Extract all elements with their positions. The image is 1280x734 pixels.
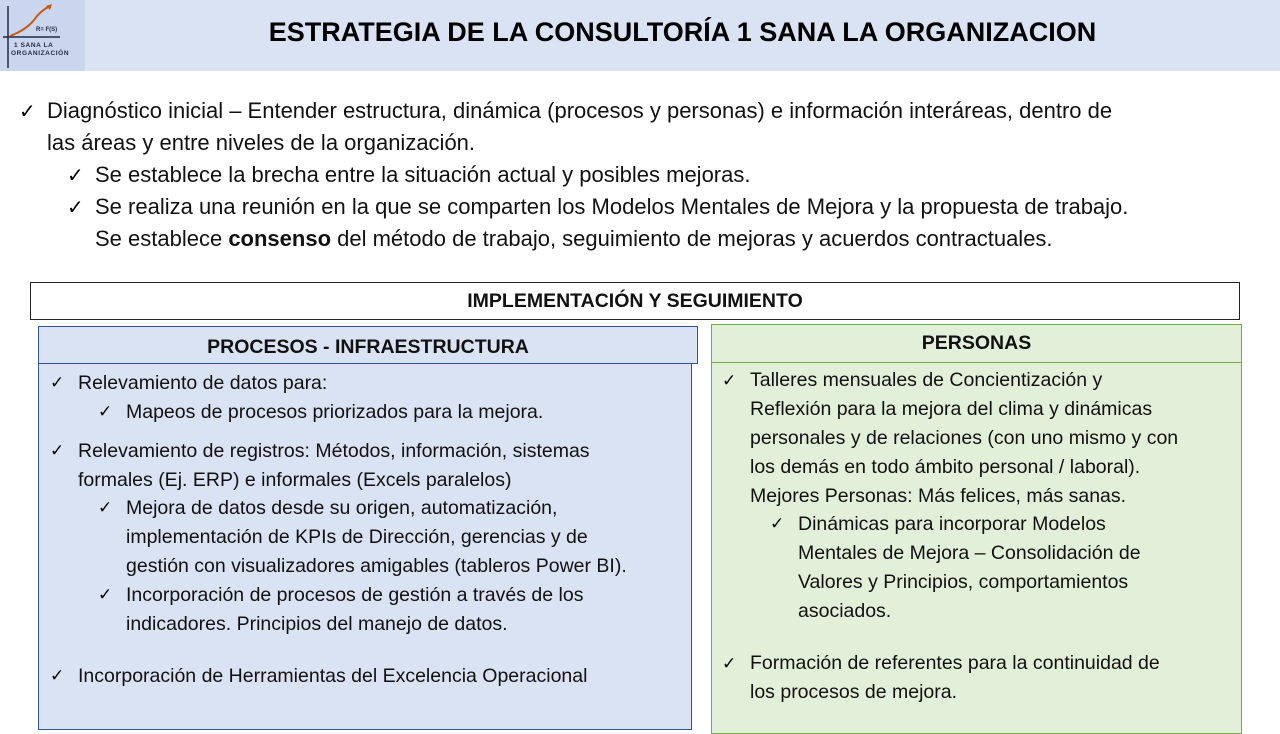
intro-line-2: las áreas y entre niveles de la organización.	[47, 130, 476, 155]
procesos-item-2-line-2: formales (Ej. ERP) e informales (Excels paralelos)	[78, 469, 512, 491]
check-icon: ✓	[98, 498, 113, 517]
logo-text-line2: ORGANIZACIÓN	[11, 50, 70, 57]
personas-item-1-sub-1-line-1: Dinámicas para incorporar Modelos	[798, 513, 1106, 535]
company-logo	[0, 0, 85, 71]
check-icon: ✓	[98, 585, 113, 604]
personas-item-2-line-2: los procesos de mejora.	[750, 681, 958, 703]
check-icon: ✓	[722, 371, 737, 390]
growth-chart-icon	[0, 0, 85, 71]
check-icon: ✓	[19, 101, 36, 123]
personas-heading: PERSONAS	[711, 324, 1242, 363]
procesos-item-2-line-1: Relevamiento de registros: Métodos, información, sistemas	[78, 440, 590, 462]
procesos-item-2-sub-1-line-1: Mejora de datos desde su origen, automatización,	[126, 497, 558, 519]
personas-item-1-line-4: los demás en todo ámbito personal / laboral).	[750, 456, 1141, 478]
personas-item-1-sub-1-line-4: asociados.	[798, 600, 892, 622]
page-title: ESTRATEGIA DE LA CONSULTORÍA 1 SANA LA ORGANIZACION	[268, 17, 1097, 47]
procesos-heading: PROCESOS - INFRAESTRUCTURA	[38, 326, 698, 364]
procesos-item-3: Incorporación de Herramientas del Excelencia Operacional	[78, 665, 588, 687]
intro-line-1: Diagnóstico inicial – Entender estructura, dinámica (procesos y personas) e información interáreas, dentro de	[47, 98, 1113, 123]
personas-item-1-sub-1-line-2: Mentales de Mejora – Consolidación de	[798, 542, 1141, 564]
check-icon: ✓	[50, 666, 65, 685]
personas-item-1-line-1: Talleres mensuales de Concientización y	[750, 369, 1103, 391]
check-icon: ✓	[50, 441, 65, 460]
procesos-item-2-sub-2-line-1: Incorporación de procesos de gestión a través de los	[126, 584, 584, 606]
procesos-item-1: Relevamiento de datos para:	[78, 372, 328, 394]
procesos-item-1-sub-1: Mapeos de procesos priorizados para la mejora.	[126, 401, 544, 423]
check-icon: ✓	[67, 165, 84, 187]
procesos-item-2-sub-1-line-3: gestión con visualizadores amigables (tableros Power BI).	[126, 555, 627, 577]
text-run: del método de trabajo, seguimiento de mejoras y acuerdos contractuales.	[331, 226, 1053, 251]
header-band	[0, 0, 1280, 71]
personas-item-1-line-2: Reflexión para la mejora del clima y dinámicas	[750, 398, 1153, 420]
logo-text-line1: 1 SANA LA	[14, 42, 54, 49]
consenso-keyword: consenso	[228, 226, 332, 251]
intro-sub-2-line-1: Se realiza una reunión en la que se comparten los Modelos Mentales de Mejora y la propuesta de trabajo.	[95, 194, 1129, 219]
check-icon: ✓	[770, 514, 785, 533]
personas-item-2-line-1: Formación de referentes para la continuidad de	[750, 652, 1160, 674]
logo-formula: R= F(S)	[36, 27, 58, 33]
procesos-item-2-sub-2-line-2: indicadores. Principios del manejo de datos.	[126, 613, 508, 635]
intro-sub-1: Se establece la brecha entre la situación actual y posibles mejoras.	[95, 162, 751, 187]
text-run: Se establece	[95, 226, 229, 251]
personas-item-1-line-5: Mejores Personas: Más felices, más sanas.	[750, 485, 1127, 507]
check-icon: ✓	[722, 654, 737, 673]
personas-item-1-line-3: personales y de relaciones (con uno mismo y con	[750, 427, 1179, 449]
intro-sub-2-line-2	[95, 223, 1053, 255]
check-icon: ✓	[50, 373, 65, 392]
implementation-heading: IMPLEMENTACIÓN Y SEGUIMIENTO	[30, 282, 1240, 320]
check-icon: ✓	[98, 402, 113, 421]
personas-item-1-sub-1-line-3: Valores y Principios, comportamientos	[798, 571, 1129, 593]
check-icon: ✓	[67, 197, 84, 219]
procesos-item-2-sub-1-line-2: implementación de KPIs de Dirección, gerencias y de	[126, 526, 588, 548]
